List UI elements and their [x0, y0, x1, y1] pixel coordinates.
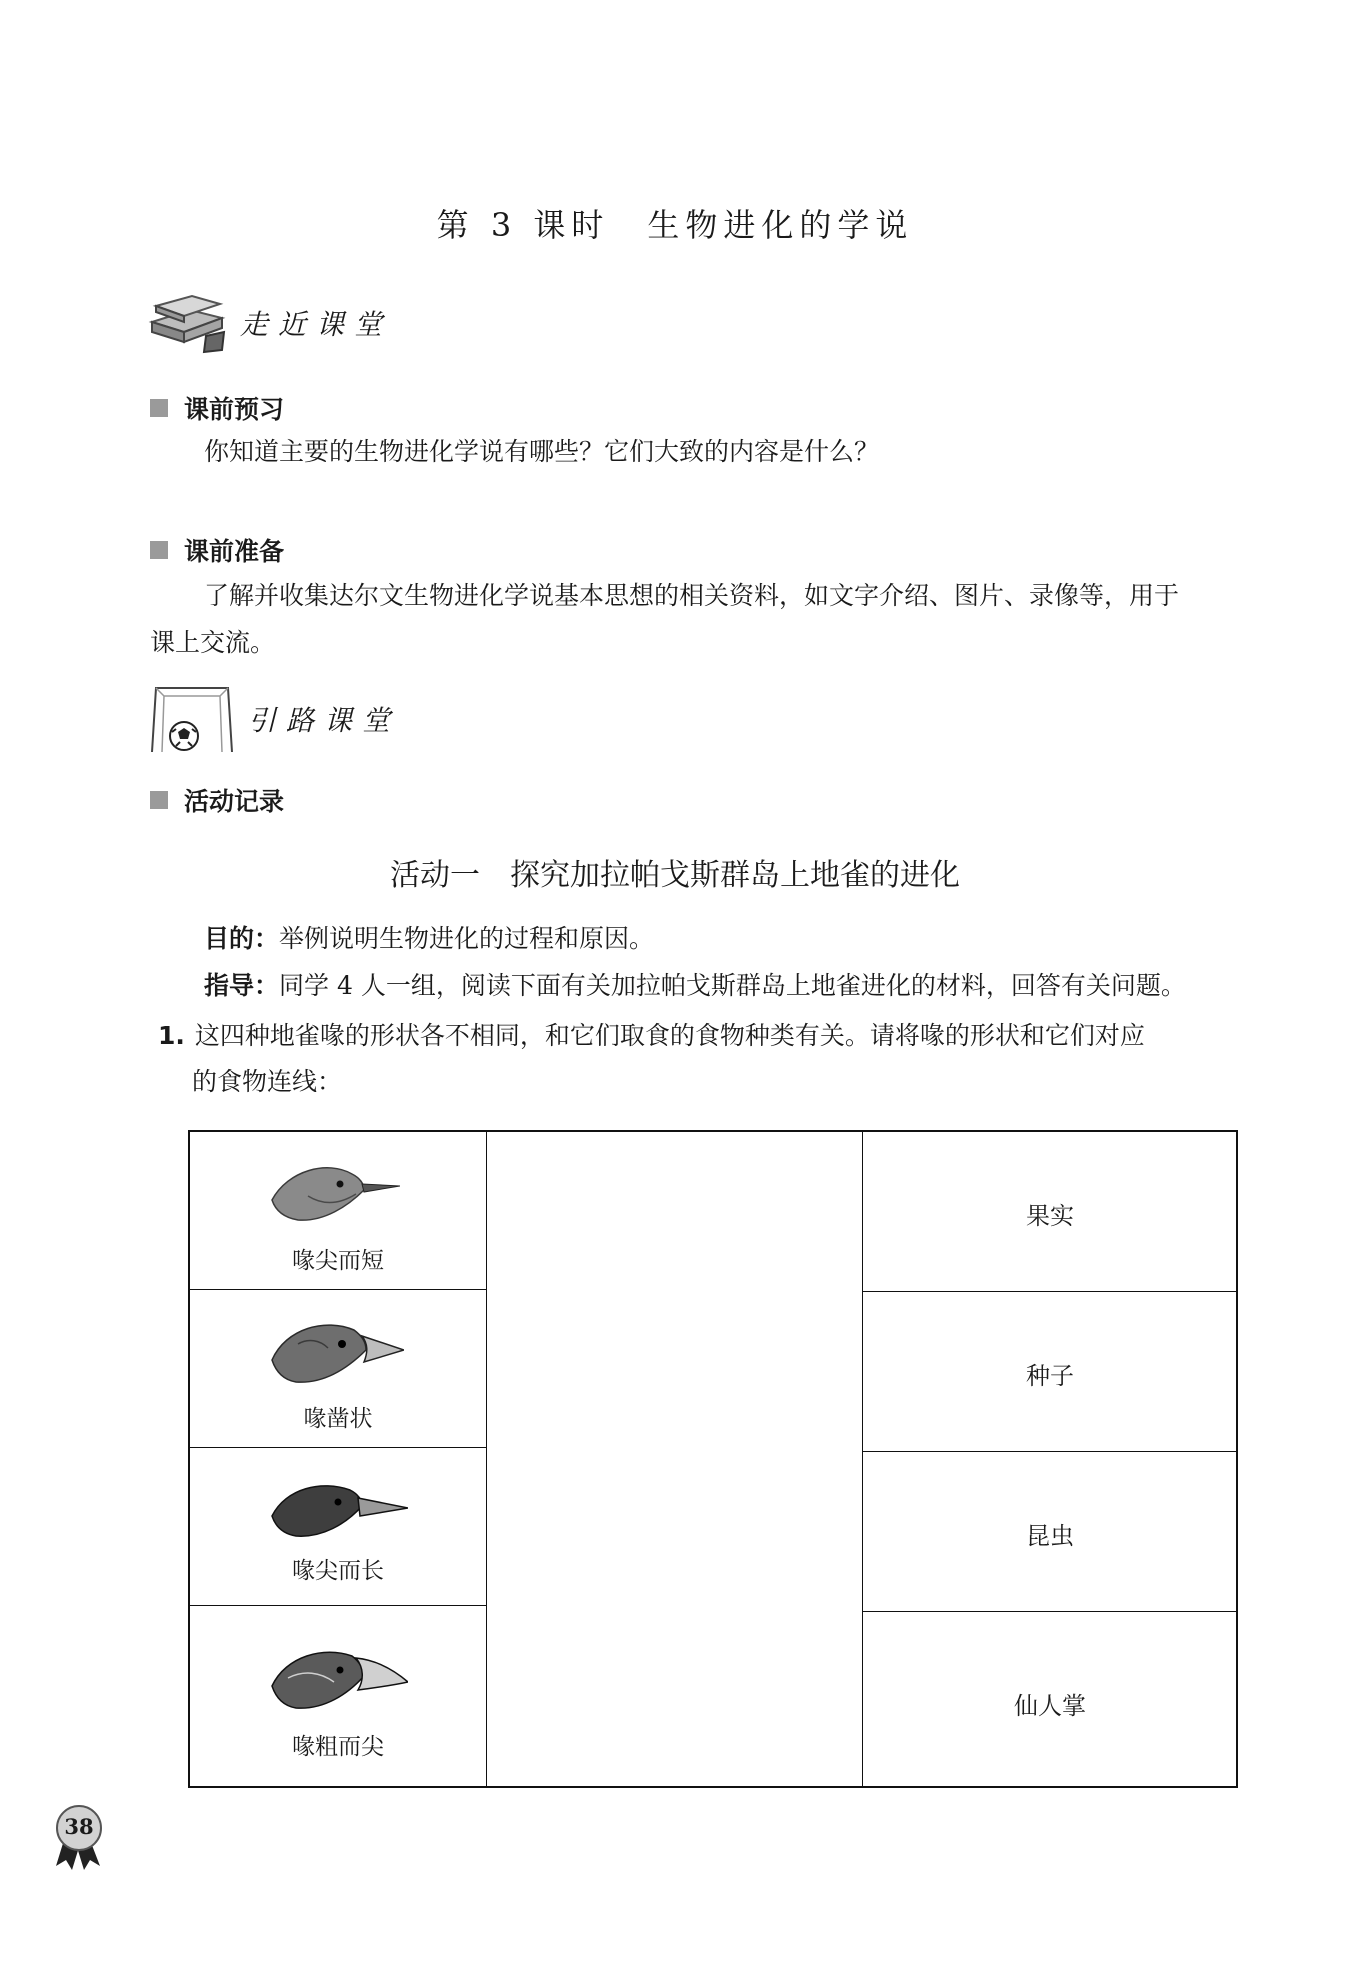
subheading-label: 课前预习 [184, 395, 285, 424]
subheading-label: 活动记录 [184, 787, 285, 816]
beak-label: 喙尖而短 [292, 1248, 384, 1274]
subheading-record [150, 782, 284, 818]
food-cell[interactable] [863, 1132, 1237, 1292]
section-banner-approach [146, 292, 392, 354]
purpose-text: 举例说明生物进化的过程和原因。 [279, 924, 655, 953]
food-cell[interactable] [863, 1452, 1237, 1612]
question-text: 这四种地雀喙的形状各不相同，和它们取食的食物种类有关。请将喙的形状和它们对应 [194, 1021, 1145, 1050]
beak-column [190, 1132, 487, 1786]
beak-label: 喙尖而长 [292, 1558, 384, 1584]
guide-text: 同学 4 人一组，阅读下面有关加拉帕戈斯群岛上地雀进化的材料，回答有关问题。 [279, 971, 1186, 1000]
section-banner-guide [146, 682, 400, 756]
square-bullet-icon [150, 399, 168, 417]
question-1-line2: 的食物连线： [192, 1067, 343, 1096]
beak-cell [190, 1132, 486, 1290]
food-label: 仙人掌 [1014, 1692, 1086, 1720]
food-cell[interactable] [863, 1612, 1237, 1786]
finch-thick-beak-icon [268, 1642, 408, 1714]
guide-line [204, 962, 1186, 1009]
beak-label: 喙粗而尖 [292, 1734, 384, 1760]
finch-short-beak-icon [268, 1156, 400, 1226]
subheading-preview [150, 390, 284, 426]
food-column [862, 1132, 1237, 1786]
section-banner-label: 引路课堂 [248, 704, 401, 737]
food-label: 果实 [1026, 1202, 1074, 1230]
beak-cell [190, 1448, 486, 1606]
food-label: 昆虫 [1026, 1522, 1074, 1550]
finch-chisel-beak-icon [268, 1314, 404, 1388]
guide-label: 指导： [204, 971, 280, 1000]
subheading-label: 课前准备 [184, 537, 285, 566]
question-number: 1. [158, 1021, 185, 1050]
square-bullet-icon [150, 791, 168, 809]
soccer-goal-icon [146, 682, 236, 756]
food-cell[interactable] [863, 1292, 1237, 1452]
books-icon [146, 292, 228, 354]
page-number: 38 [64, 1814, 94, 1839]
prepare-text-line2: 课上交流。 [150, 628, 276, 657]
finch-long-beak-icon [268, 1476, 408, 1542]
beak-cell [190, 1606, 486, 1786]
question-1-line1 [158, 1012, 1145, 1059]
preview-text: 你知道主要的生物进化学说有哪些？它们大致的内容是什么？ [204, 437, 880, 466]
beak-cell [190, 1290, 486, 1448]
lesson-title: 第 3 课时 生物进化的学说 [436, 206, 914, 244]
matching-table [188, 1130, 1238, 1788]
activity-title: 活动一 探究加拉帕戈斯群岛上地雀的进化 [390, 858, 960, 893]
section-banner-label: 走近课堂 [240, 308, 393, 341]
purpose-line [204, 915, 654, 962]
purpose-label: 目的： [204, 924, 280, 953]
subheading-prepare [150, 532, 284, 568]
beak-label: 喙凿状 [303, 1406, 373, 1432]
square-bullet-icon [150, 541, 168, 559]
prepare-text-line1: 了解并收集达尔文生物进化学说基本思想的相关资料，如文字介绍、图片、录像等，用于 [204, 581, 1180, 610]
food-label: 种子 [1026, 1362, 1074, 1390]
page-number-badge [34, 1802, 124, 1872]
